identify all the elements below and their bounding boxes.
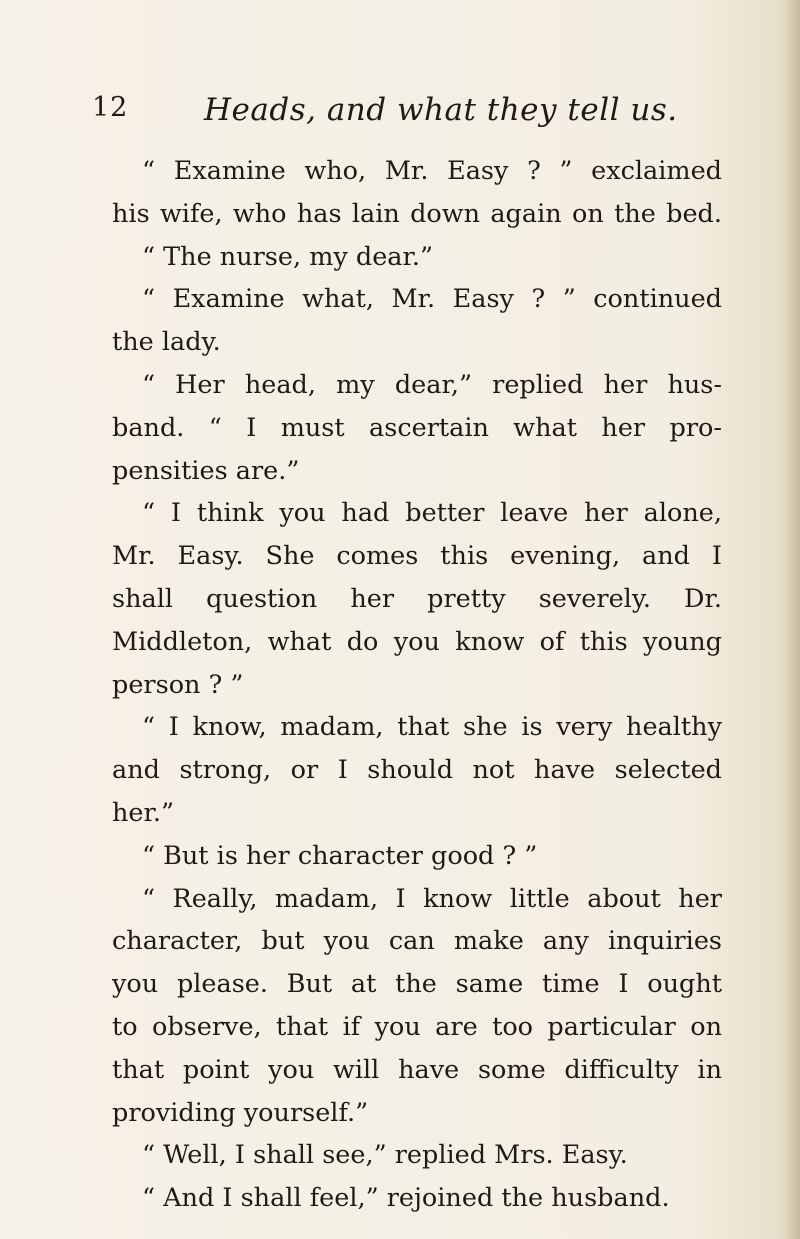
text-line: “ I think you had better leave her alone,: [142, 498, 722, 529]
text-line: character, but you can make any inquiries: [112, 926, 722, 957]
text-line: pensities are.”: [112, 455, 300, 486]
text-line: to observe, that if you are too particular on: [112, 1011, 722, 1042]
text-line: “ Her head, my dear,” replied her hus-: [142, 369, 722, 400]
text-line: Middleton, what do you know of this young: [112, 626, 722, 657]
text-line: “ And I shall feel,” rejoined the husband.: [142, 1183, 670, 1214]
text-line: band. “ I must ascertain what her pro-: [112, 412, 722, 443]
text-line: his wife, who has lain down again on the bed.: [112, 198, 722, 229]
text-line: Mr. Easy. She comes this evening, and I: [112, 541, 722, 572]
text-line: providing yourself.”: [112, 1097, 369, 1128]
text-line: the lady.: [112, 327, 221, 358]
text-line: “ Really, madam, I know little about her: [142, 883, 722, 914]
text-line: her.”: [112, 797, 175, 828]
text-line: shall question her pretty severely. Dr.: [112, 583, 722, 614]
text-line: “ Examine who, Mr. Easy ? ” exclaimed: [142, 156, 722, 186]
page-edge-shadow: [786, 0, 800, 1239]
running-title: Heads, and what they tell us.: [204, 92, 678, 128]
body-text: [112, 150, 722, 1220]
text-line: “ But is her character good ? ”: [142, 840, 538, 871]
text-line: you please. But at the same time I ought: [112, 969, 722, 1000]
running-head: [92, 92, 732, 132]
page-number: 12: [92, 92, 129, 123]
text-line: that point you will have some difficulty in: [112, 1054, 722, 1085]
text-line: person ? ”: [112, 669, 244, 700]
text-line: “ The nurse, my dear.”: [142, 241, 434, 272]
text-line: and strong, or I should not have selected: [112, 755, 722, 786]
text-line: “ I know, madam, that she is very healthy: [142, 712, 722, 743]
text-line: “ Examine what, Mr. Easy ? ” continued: [142, 284, 722, 315]
text-line: “ Well, I shall see,” replied Mrs. Easy.: [142, 1140, 628, 1171]
